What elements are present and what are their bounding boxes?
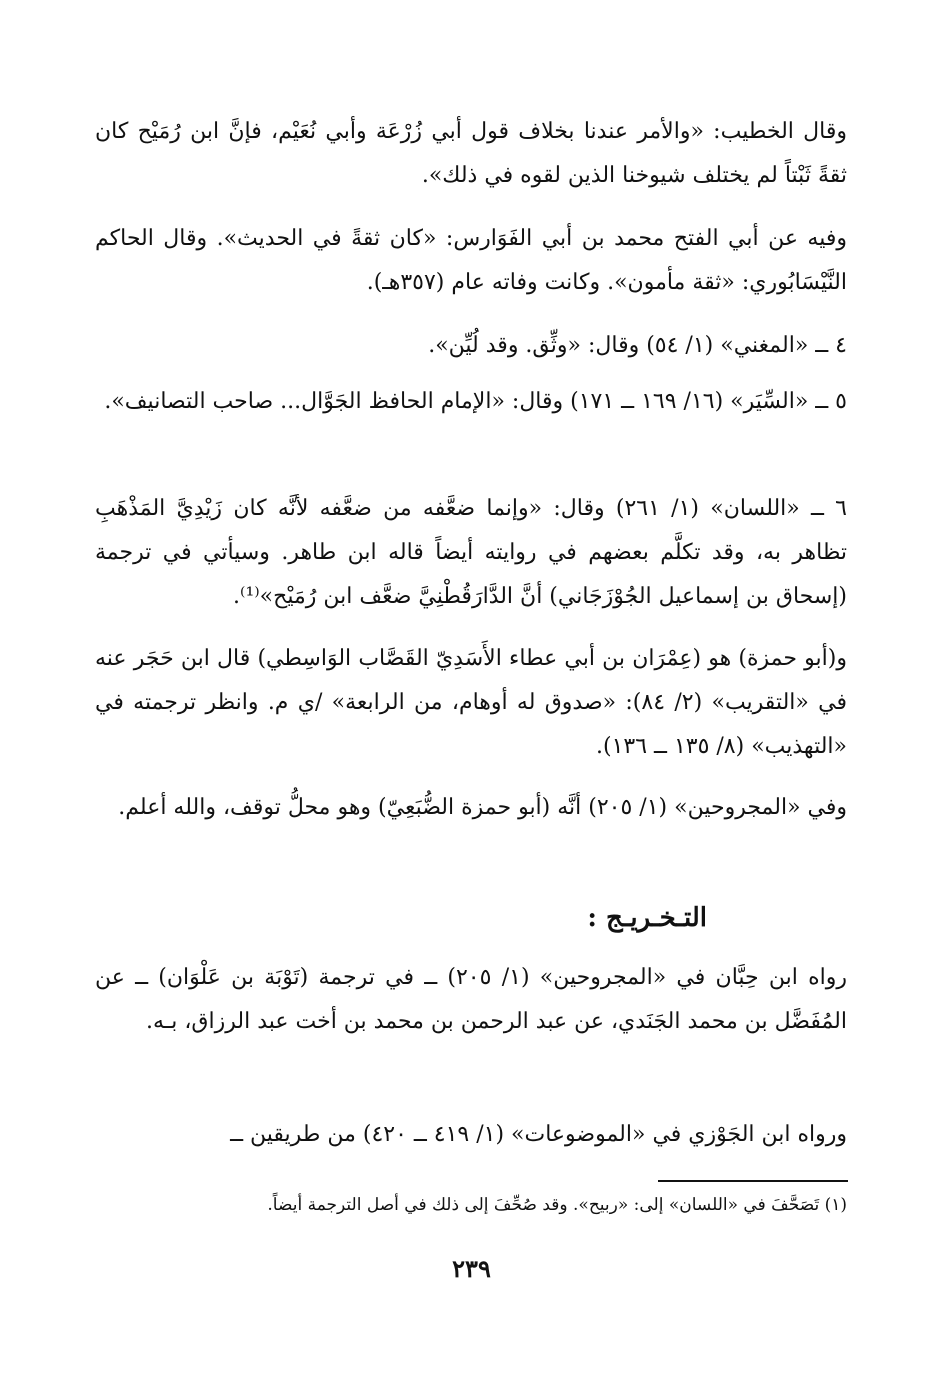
- paragraph-siyar-ref: ٥ ــ «السِّيَر» (١٦/ ١٦٩ ــ ١٧١) وقال: «الإمام الحافظ الجَوَّال... صاحب التصانيف».: [104, 389, 847, 414]
- paragraph-majruhin-note: وفي «المجروحين» (١/ ٢٠٥) أنَّه (أبو حمزة الضُّبَعِيّ) وهو محلُّ توقف، والله أعلم.: [118, 795, 847, 820]
- page-number: ٢٣٩: [452, 1254, 491, 1283]
- paragraph-mughni-ref: ٤ ــ «المغني» (١/ ٥٤) وقال: «وثِّق. وقد لُيِّن».: [428, 333, 847, 358]
- section-heading-takhrij: التـخـريـج :: [587, 903, 707, 933]
- paragraph-ibn-jawzi: ورواه ابن الجَوْزي في «الموضوعات» (١/ ٤١٩ ــ ٤٢٠) من طريقين ــ: [230, 1122, 847, 1147]
- footnote: (١) تَصَحَّفَ في «اللسان» إلى: «ربيح». وقد صُحِّفَ إلى ذلك في أصل الترجمة أيضاً.: [267, 1195, 847, 1215]
- paragraph-ibn-hibban: رواه ابن حِبَّان في «المجروحين» (١/ ٢٠٥) ــ في ترجمة (تَوْبَة بن عَلْوَان) ــ عن المُفَضَّل بن محمد الجَنَدي، عن عبد الرحمن بن محمد بن أخت عبد الرزاق، بـه.: [95, 965, 848, 1034]
- paragraph-khatib-quote: وقال الخطيب: «والأمر عندنا بخلاف قول أبي زُرْعَة وأبي نُعَيْم، فإنَّ ابن رُمَيْح كان ثقةً ثَبْتاً لم يختلف شيوخنا الذين لقوه في ذلك».: [95, 119, 847, 188]
- paragraph-abu-fawaris: وفيه عن أبي الفتح محمد بن أبي الفَوَارس: «كان ثقةً في الحديث». وقال الحاكم النَّيْسَابُوري: «ثقة مأمون». وكانت وفاته عام (٣٥٧هـ).: [95, 226, 847, 295]
- paragraph-abu-hamza: و(أبو حمزة) هو (عِمْرَان بن أبي عطاء الأَسَدِيّ القَصَّاب الوَاسِطي) قال ابن حَجَر عنه في «التقريب» (٢/ ٨٤): «صدوق له أوهام، من الرابعة» /ي م. وانظر ترجمته في «التهذيب» (٨/ ١٣٥ ــ ١٣٦).: [95, 646, 847, 759]
- paragraph-lisan-ref: ٦ ــ «اللسان» (١/ ٢٦١) وقال: «وإنما ضعَّفه من ضعَّفه لأنَّه كان زَيْدِيَّ المَذْهَبِ تظاهر به، وقد تكلَّم بعضهم في روايته أيضاً قاله ابن طاهر. وسيأتي في ترجمة (إسحاق بن إسماعيل الجُوْزَجَاني) أنَّ الدَّارَقُطْنِيَّ ضعَّف ابن رُمَيْح»⁽¹⁾.: [95, 496, 847, 609]
- footnote-divider: [658, 1180, 848, 1182]
